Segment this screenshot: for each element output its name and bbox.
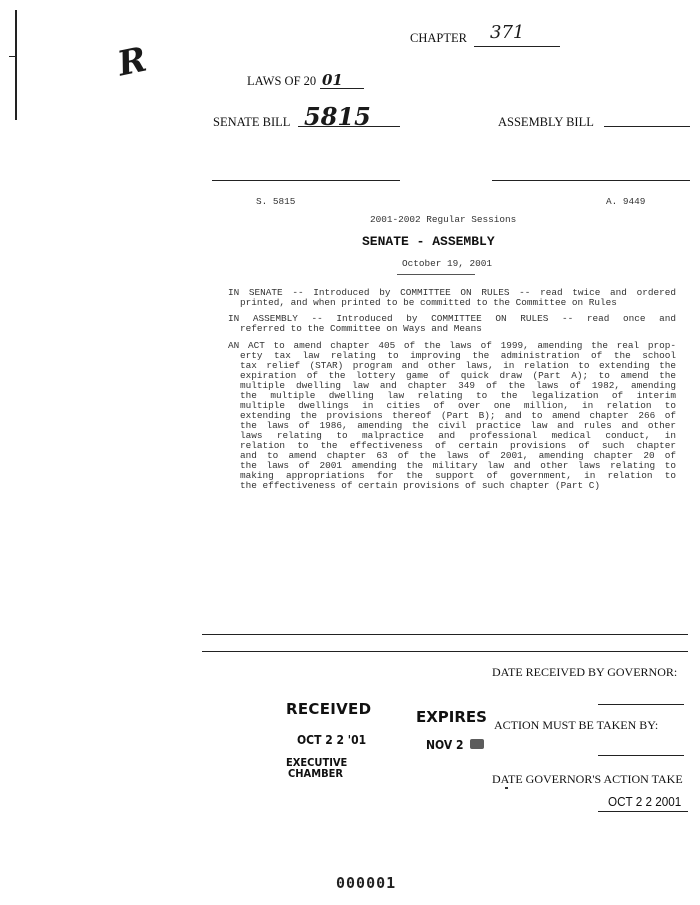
act-line: relation to the effectiveness of certain provisions of such chapter (240, 440, 676, 451)
action-date-line (598, 811, 688, 812)
act-line: the laws of 1986, amending the civil practice law and rules and other (240, 420, 676, 431)
act-line: and to amend chapter 63 of the laws of 2001, amending chapter 20 of (240, 450, 676, 461)
laws-year-suffix: 01 (322, 71, 343, 89)
act-line: AN ACT to amend chapter 405 of the laws of 1999, amending the real prop- (228, 340, 676, 351)
act-line: the effectiveness of certain provisions of such chapter (Part C) (240, 480, 601, 491)
senate-intro (228, 288, 676, 308)
senate-bill-underline (298, 126, 400, 127)
action-must-be-taken-label: ACTION MUST BE TAKEN BY: (494, 718, 659, 732)
act-text (228, 341, 676, 491)
action-must-be-taken-line (598, 755, 684, 756)
received-stamp-title: RECEIVED (286, 700, 372, 718)
act-line: erty tax law relating to improving the administration of the school (240, 350, 676, 361)
expires-stamp-date: NOV 2 (426, 738, 464, 752)
senate-bill-label: SENATE BILL (213, 115, 291, 129)
date-received-line (598, 704, 684, 705)
act-line: tax relief (STAR) program and other laws, in relation to extending the (240, 360, 676, 371)
act-line: multiple dwelling law and chapter 349 of the laws of 1982, amending (240, 380, 676, 391)
date-received-label: DATE RECEIVED BY GOVERNOR: (492, 665, 678, 679)
handwritten-initial: R (114, 39, 151, 85)
act-line: making appropriations for the support of government, in relation to (240, 470, 676, 481)
footer-rule-2 (202, 651, 688, 652)
act-line: expiration of the lottery game of quick draw (Part A); to amend the (240, 370, 676, 381)
act-line: the laws of 2001 amending the military law and other laws relating to (240, 460, 676, 471)
bill-date: October 19, 2001 (402, 258, 493, 269)
act-line: extending the provisions thereof (Part B); and to amend chapter 266 of (240, 410, 676, 421)
assembly-bill-label: ASSEMBLY BILL (498, 115, 594, 129)
assembly-number: A. 9449 (606, 196, 646, 207)
date-underline (397, 274, 475, 275)
senate-intro-line: IN SENATE -- Introduced by COMMITTEE ON RULES -- read twice and ordered (228, 287, 676, 298)
assembly-bill-underline (604, 126, 690, 127)
act-line: the multiple dwelling law relating to the legalization of interim (240, 390, 676, 401)
chamber-title: SENATE - ASSEMBLY (362, 234, 495, 249)
laws-of-label: LAWS OF 20 (247, 74, 317, 88)
expires-stamp-smudge (470, 739, 484, 749)
session-line: 2001-2002 Regular Sessions (370, 214, 517, 225)
laws-year-underline (320, 88, 364, 89)
date-action-taken-label: DATE GOVERNOR'S ACTION TAKE (492, 772, 683, 786)
received-stamp-date: OCT 2 2 '01 (297, 733, 367, 747)
margin-tick (9, 56, 17, 57)
assembly-blank-line (492, 180, 690, 181)
page-number: 000001 (336, 874, 397, 892)
received-stamp-office-1: EXECUTIVE (286, 756, 348, 769)
act-line: multiple dwellings in cities of over one million, in relation to (240, 400, 676, 411)
senate-blank-line (212, 180, 400, 181)
chapter-underline (474, 46, 560, 47)
action-date-stamp: OCT 2 2 2001 (608, 794, 682, 809)
assembly-intro-line: IN ASSEMBLY -- Introduced by COMMITTEE ON RULES -- read once and (228, 313, 676, 324)
expires-stamp-title: EXPIRES (416, 708, 487, 726)
margin-binding-line (15, 10, 17, 120)
footer-rule-1 (202, 634, 688, 635)
act-line: laws relating to malpractice and professional medical conduct, in (240, 430, 676, 441)
assembly-intro (228, 314, 676, 334)
chapter-number: 371 (490, 22, 525, 43)
senate-intro-line: printed, and when printed to be committed to the Committee on Rules (240, 297, 617, 308)
stray-mark (505, 787, 508, 789)
senate-number: S. 5815 (256, 196, 296, 207)
assembly-intro-line: referred to the Committee on Ways and Means (240, 323, 482, 334)
received-stamp-office-2: CHAMBER (288, 767, 343, 780)
chapter-label: CHAPTER (410, 31, 467, 45)
senate-bill-number: 5815 (304, 102, 371, 131)
